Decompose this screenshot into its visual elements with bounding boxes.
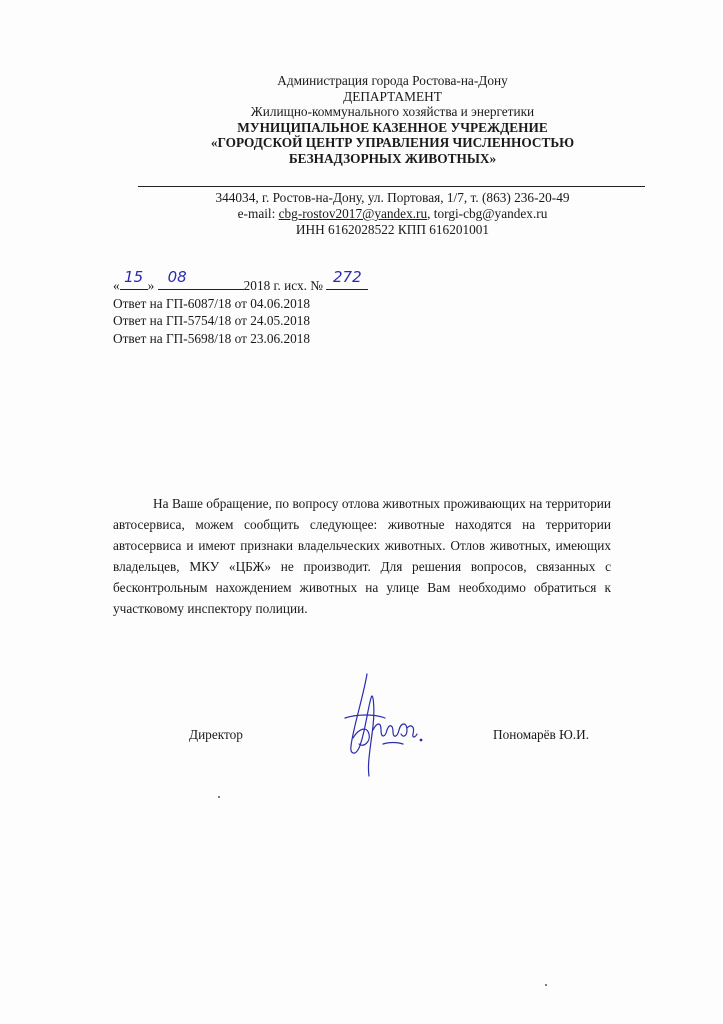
body-paragraph: На Ваше обращение, по вопросу отлова животных проживающих на территории автосервиса, можем сообщить следующее: животные находятся на территории автосервиса и имеют признаки владельческих животных. Отлов животных, имеющих владельцев, МКУ «ЦБЖ» не производит. Для решения вопросов, связанных с бесконтрольным нахождением животных на улице Вам необходимо обратиться к участковому инспектору полиции. <box>113 496 611 616</box>
inn-kpp-line: ИНН 6162028522 КПП 616201001 <box>295 222 490 237</box>
email-prefix: e-mail: <box>237 206 279 221</box>
answer-line: Ответ на ГП-6087/18 от 04.06.2018 <box>113 295 311 311</box>
handwritten-signature <box>323 668 433 780</box>
outgoing-number-line <box>113 268 368 295</box>
year-and-number-label: 2018 г. исх. № <box>243 278 323 293</box>
scan-speck <box>218 796 220 798</box>
quote-open: « <box>113 278 120 293</box>
answer-line: Ответ на ГП-5754/18 от 24.05.2018 <box>113 313 311 328</box>
signatory-name: Пономарёв Ю.И. <box>493 727 590 742</box>
contact-block <box>140 190 645 238</box>
letterhead-divider <box>138 186 645 187</box>
letterhead-administration: Администрация города Ростова-на-Дону <box>277 73 508 88</box>
email-link-1[interactable]: cbg-rostov2017@yandex.ru <box>278 206 428 221</box>
letterhead-institution-name-2: БЕЗНАДЗОРНЫХ ЖИВОТНЫХ» <box>288 150 497 166</box>
letterhead-department: ДЕПАРТАМЕНТ <box>343 88 442 104</box>
address-line: 344034, г. Ростов-на-Дону, ул. Портовая, 1/7, т. (863) 236-20-49 <box>215 190 570 205</box>
quote-close: » <box>147 278 155 293</box>
day-handwritten: 15 <box>124 268 144 286</box>
email-line <box>140 206 645 222</box>
number-handwritten: 272 <box>333 268 362 286</box>
signatory-role: Директор <box>189 727 243 742</box>
month-field <box>158 268 244 290</box>
email-link-2[interactable]: torgi-cbg@yandex.ru <box>433 206 548 221</box>
number-field <box>326 268 368 290</box>
letterhead <box>140 73 645 166</box>
answer-line: Ответ на ГП-5698/18 от 23.06.2018 <box>113 330 311 346</box>
reference-block <box>113 268 368 347</box>
month-handwritten: 08 <box>167 268 187 286</box>
letter-body <box>113 493 611 619</box>
letterhead-department-name: Жилищно-коммунального хозяйства и энергетики <box>250 104 535 119</box>
letterhead-institution-name-1: «ГОРОДСКОЙ ЦЕНТР УПРАВЛЕНИЯ ЧИСЛЕННОСТЬЮ <box>210 135 575 150</box>
letterhead-institution-type: МУНИЦИПАЛЬНОЕ КАЗЕННОЕ УЧРЕЖДЕНИЕ <box>237 119 548 135</box>
day-field <box>120 268 148 290</box>
scan-speck <box>545 984 547 986</box>
email-separator: , <box>427 206 434 221</box>
